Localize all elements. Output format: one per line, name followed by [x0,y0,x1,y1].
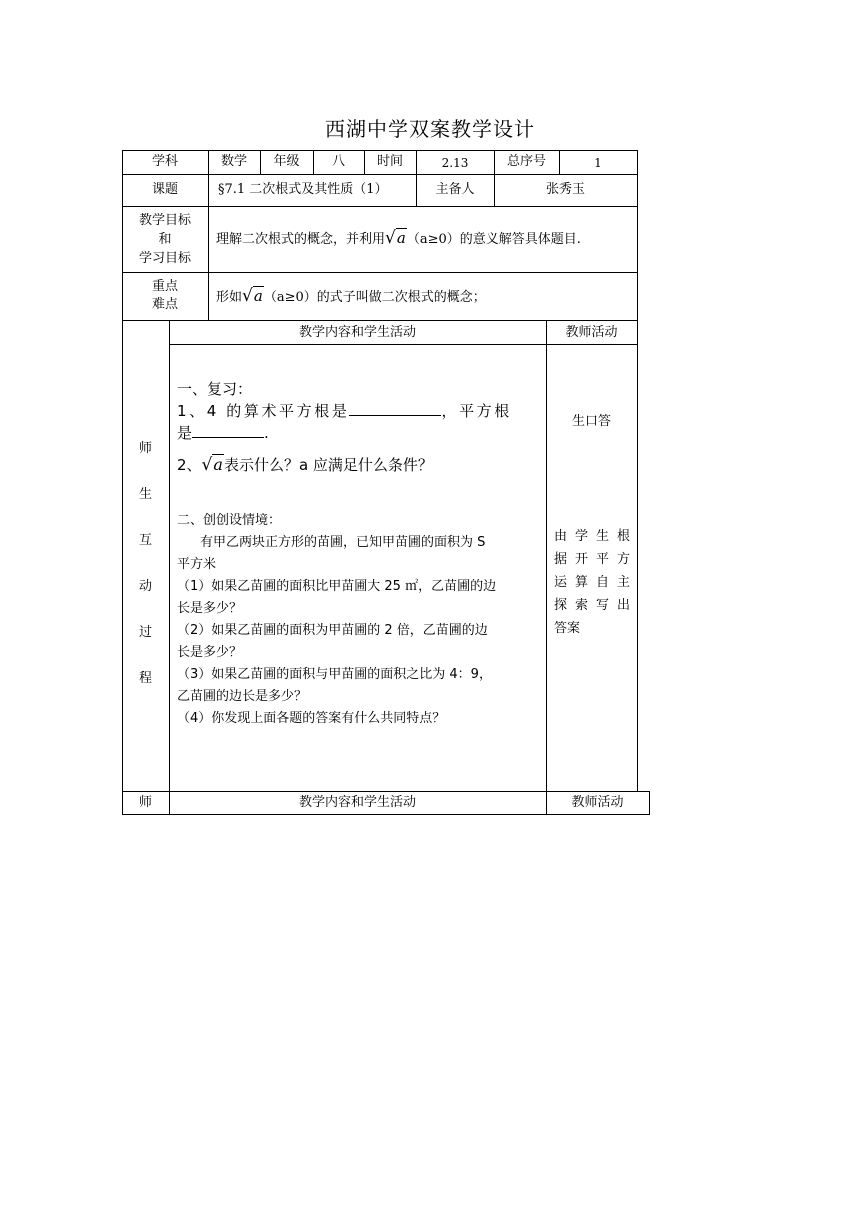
focus-text-before: 形如 [216,290,243,305]
sub-question-4: （4）你发现上面各题的答案有什么共同特点？ [177,711,446,726]
focus-label-line1: 重点 [151,279,178,294]
time-value: 2.13 [441,156,469,170]
preparer-label: 主备人 [435,182,475,197]
situation-intro: 有甲乙两块正方形的苗圃，已知甲苗圃的面积为 S [200,535,486,550]
teacher-note-explore: 由学生根 据开平方 运算自主 探索写出 答案 [554,529,630,636]
question-1-cont: 是 . [177,424,269,442]
grade-value: 八 [331,154,345,169]
situation-heading: 二、创创设情境： [177,513,282,528]
preparer-value: 张秀玉 [545,182,585,197]
goals-label-line3: 学习目标 [138,251,191,266]
bottom-content-header: 教学内容和学生活动 [298,795,416,810]
topic-value: §7.1 二次根式及其性质（1） [218,182,388,197]
sub-question-1: （1）如果乙苗圃的面积比甲苗圃大 25 ㎡，乙苗圃的边 [177,579,497,594]
goals-text-after: （a≥0）的意义解答具体题目. [406,232,581,247]
focus-label-line2: 难点 [151,297,178,312]
goals-text-before: 理解二次根式的概念，并利用 [216,232,386,247]
goals-label [122,211,208,268]
answer-blank [192,437,264,438]
sqrt-a-formula: √a [385,228,406,248]
sub-question-3-cont: 乙苗圃的边长是多少？ [177,689,308,704]
focus-text [216,288,486,306]
side-char: 互 [138,533,152,548]
topic-label: 课题 [151,182,178,197]
subject-label: 学科 [151,154,178,169]
goals-label-line1: 教学目标 [138,213,191,228]
question-1: 1、4 的算术平方根是 ，平方根 [177,402,512,420]
sqrt-a-formula: √a [242,286,263,306]
bottom-side-label: 师 [138,795,152,810]
side-char: 生 [138,487,152,502]
document-title: 西湖中学双案教学设计 [325,117,535,141]
activity-content [177,378,539,730]
sub-question-2-cont: 长是多少？ [177,645,243,660]
side-char: 过 [138,625,152,640]
side-char: 师 [138,441,152,456]
bottom-teacher-header: 教师活动 [571,795,624,810]
sub-question-3: （3）如果乙苗圃的面积与甲苗圃的面积之比为 4：9， [177,667,492,682]
teacher-note-oral: 生口答 [571,414,611,429]
teacher-header: 教师活动 [565,325,618,340]
seq-value: 1 [594,156,602,170]
sqrt-a-formula: √a [201,455,223,475]
content-header: 教学内容和学生活动 [298,325,416,340]
goals-label-line2: 和 [158,232,172,247]
situation-intro-2: 平方米 [177,557,217,572]
side-char: 程 [138,671,152,686]
sub-question-2: （2）如果乙苗圃的面积为甲苗圃的 2 倍，乙苗圃的边 [177,623,488,638]
focus-label [122,278,208,314]
side-char: 动 [138,579,152,594]
seq-label: 总序号 [506,154,546,169]
activity-side-label [122,426,169,702]
time-label: 时间 [376,154,403,169]
focus-text-after: （a≥0）的式子叫做二次根式的概念； [263,290,486,305]
question-2: 2、√a表示什么？a 应满足什么条件？ [177,452,539,478]
subject-value: 数学 [220,154,247,169]
grade-label: 年级 [273,154,300,169]
sub-question-1-cont: 长是多少？ [177,601,243,616]
goals-text [216,230,581,248]
review-heading: 一、复习： [177,380,253,398]
answer-blank [349,415,441,416]
